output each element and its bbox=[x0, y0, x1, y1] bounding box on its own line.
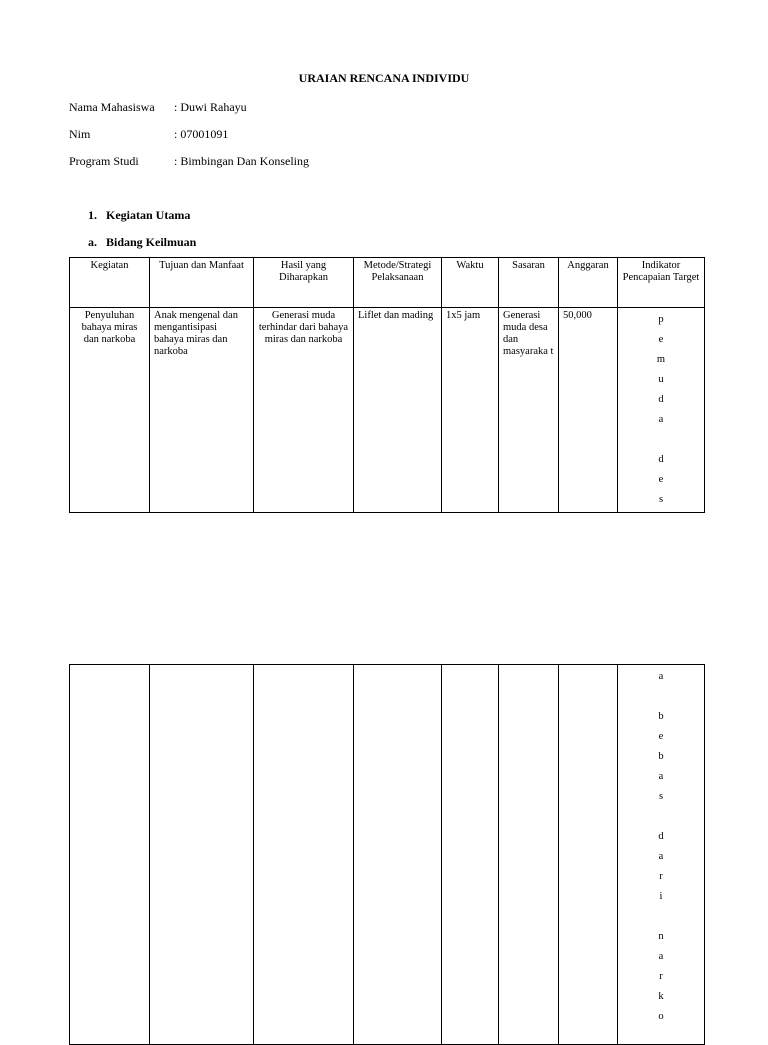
indikator-letter bbox=[622, 687, 700, 707]
cell-waktu: 1x5 jam bbox=[442, 308, 499, 513]
header-tujuan: Tujuan dan Manfaat bbox=[150, 258, 254, 308]
indikator-letter: d bbox=[658, 394, 664, 405]
table-row bbox=[70, 308, 705, 513]
cell-indikator-page1 bbox=[618, 308, 705, 513]
cell-empty bbox=[70, 665, 150, 1045]
indikator-letter: d bbox=[658, 831, 664, 842]
indikator-letter bbox=[622, 430, 700, 450]
indikator-letter: m bbox=[656, 354, 666, 365]
indikator-letter: a bbox=[658, 771, 664, 782]
info-value-nim: : 07001091 bbox=[174, 127, 229, 141]
cell-empty bbox=[150, 665, 254, 1045]
cell-kegiatan: Penyuluhan bahaya miras dan narkoba bbox=[70, 308, 150, 513]
indikator-letter: d bbox=[658, 454, 664, 465]
info-value-nama: : Duwi Rahayu bbox=[174, 100, 247, 114]
header-anggaran: Anggaran bbox=[559, 258, 618, 308]
indikator-letter: s bbox=[658, 791, 664, 802]
indikator-letter: p bbox=[658, 314, 664, 325]
indikator-letter: i bbox=[659, 891, 663, 902]
cell-hasil: Generasi muda terhindar dari bahaya miras dan narkoba bbox=[254, 308, 354, 513]
cell-empty bbox=[442, 665, 499, 1045]
indikator-letter: e bbox=[658, 731, 664, 742]
plan-table-page1 bbox=[69, 257, 705, 513]
cell-empty bbox=[354, 665, 442, 1045]
indikator-letter: a bbox=[658, 851, 664, 862]
cell-tujuan: Anak mengenal dan mengantisipasi bahaya miras dan narkoba bbox=[150, 308, 254, 513]
indikator-letter: e bbox=[658, 474, 664, 485]
indikator-letter: r bbox=[659, 871, 663, 882]
cell-empty bbox=[499, 665, 559, 1045]
indikator-letter: e bbox=[658, 334, 664, 345]
indikator-letter: k bbox=[658, 991, 664, 1002]
table-row bbox=[70, 665, 705, 1045]
indikator-letter bbox=[622, 907, 700, 927]
info-label-nama: Nama Mahasiswa bbox=[69, 100, 155, 114]
header-waktu: Waktu bbox=[442, 258, 499, 308]
header-metode: Metode/Strategi Pelaksanaan bbox=[354, 258, 442, 308]
header-sasaran: Sasaran bbox=[499, 258, 559, 308]
cell-empty bbox=[254, 665, 354, 1045]
cell-sasaran: Generasi muda desa dan masyaraka t bbox=[499, 308, 559, 513]
indikator-letter: a bbox=[658, 671, 664, 682]
indikator-letter: s bbox=[658, 494, 664, 505]
indikator-letter: n bbox=[658, 931, 664, 942]
indikator-letter bbox=[622, 807, 700, 827]
indikator-letter: b bbox=[658, 751, 664, 762]
table-header-row bbox=[70, 258, 705, 308]
info-value-prodi: : Bimbingan Dan Konseling bbox=[174, 154, 309, 168]
info-label-prodi: Program Studi bbox=[69, 154, 139, 168]
indikator-letter: r bbox=[659, 971, 663, 982]
header-kegiatan: Kegiatan bbox=[70, 258, 150, 308]
plan-table-page2 bbox=[69, 664, 705, 1045]
cell-indikator-page2 bbox=[618, 665, 705, 1045]
header-indikator: Indikator Pencapaian Target bbox=[618, 258, 705, 308]
cell-metode: Liflet dan mading bbox=[354, 308, 442, 513]
indikator-letter: a bbox=[658, 951, 664, 962]
indikator-letter: u bbox=[658, 374, 664, 385]
cell-anggaran: 50,000 bbox=[559, 308, 618, 513]
cell-empty bbox=[559, 665, 618, 1045]
indikator-letter: b bbox=[658, 711, 664, 722]
section-heading-kegiatan-utama: 1. Kegiatan Utama bbox=[88, 208, 191, 222]
info-label-nim: Nim bbox=[69, 127, 91, 141]
header-hasil: Hasil yang Diharapkan bbox=[254, 258, 354, 308]
section-heading-bidang-keilmuan: a. Bidang Keilmuan bbox=[88, 235, 197, 249]
indikator-letter: o bbox=[658, 1011, 664, 1022]
indikator-letter: a bbox=[658, 414, 664, 425]
document-title: URAIAN RENCANA INDIVIDU bbox=[298, 71, 470, 85]
